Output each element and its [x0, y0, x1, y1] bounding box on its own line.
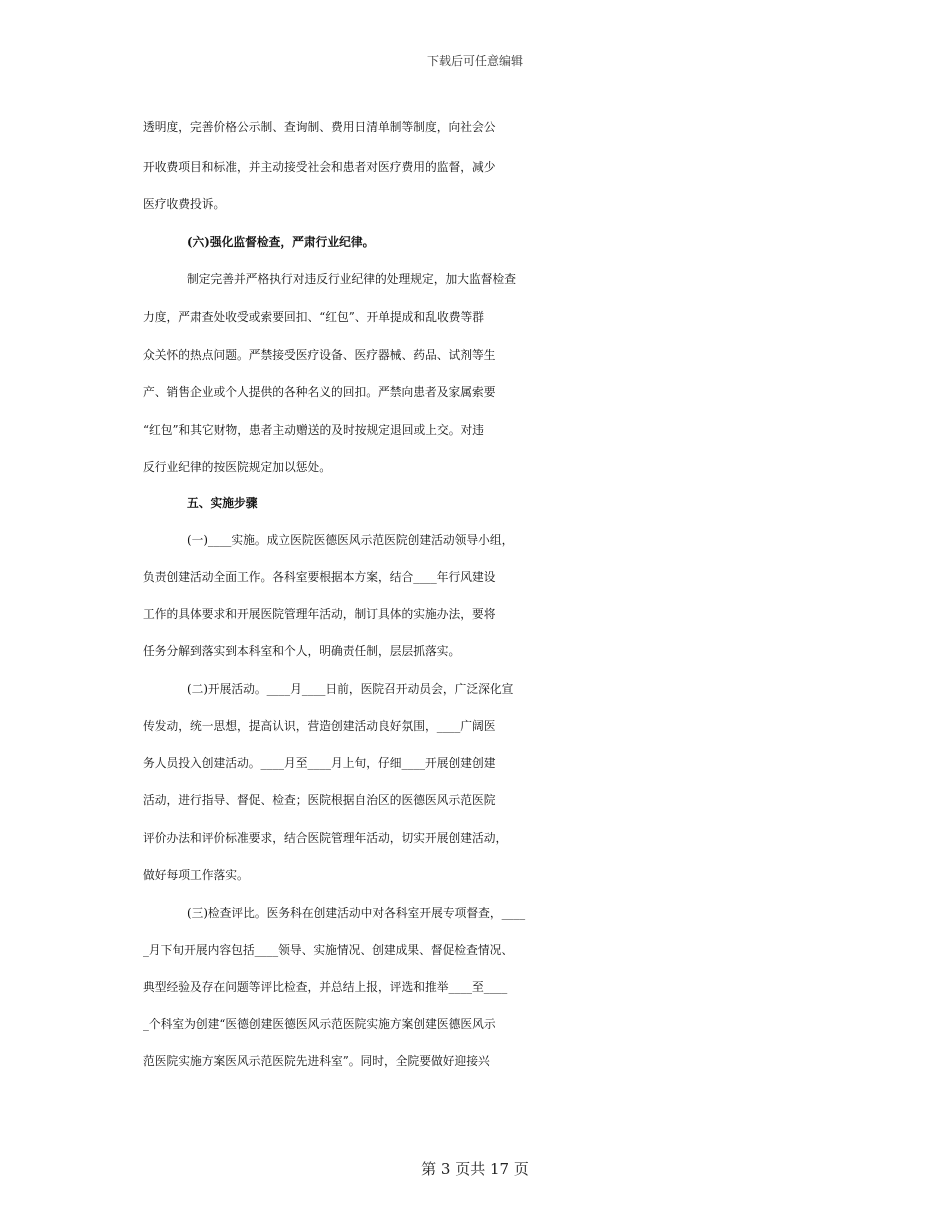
body-line: 工作的具体要求和开展医院管理年活动，制订具体的实施办法，要将 [143, 607, 496, 621]
body-line: 典型经验及存在问题等评比检查，并总结上报，评选和推举____至____ [143, 980, 508, 994]
body-line: 医疗收费投诉。 [143, 197, 226, 211]
body-line: 众关怀的热点问题。严禁接受医疗设备、医疗器械、药品、试剂等生 [143, 348, 496, 362]
page-number-footer: 第 3 页共 17 页 [421, 1160, 529, 1178]
section-heading: (六)强化监督检查，严肃行业纪律。 [187, 235, 375, 249]
body-line: 反行业纪律的按医院规定加以惩处。 [143, 460, 331, 474]
body-line: 产、销售企业或个人提供的各种名义的回扣。严禁向患者及家属索要 [143, 385, 496, 399]
body-line: (二)开展活动。____月____日前，医院召开动员会，广泛深化宣 [187, 682, 514, 696]
body-line: 务人员投入创建活动。____月至____月上旬，仔细____开展创建创建 [143, 756, 496, 770]
body-line: 负责创建活动全面工作。各科室要根据本方案，结合____年行风建设 [143, 570, 496, 584]
body-line: 制定完善并严格执行对违反行业纪律的处理规定，加大监督检查 [187, 272, 516, 286]
body-line: (一)____实施。成立医院医德医风示范医院创建活动领导小组， [187, 533, 514, 547]
body-line: 范医院实施方案医风示范医院先进科室”。同时，全院要做好迎接兴 [143, 1054, 490, 1068]
section-heading: 五、实施步骤 [187, 496, 258, 510]
body-line: _个科室为创建“医德创建医德医风示范医院实施方案创建医德医风示 [143, 1017, 496, 1031]
body-line: 活动，进行指导、督促、检查；医院根据自治区的医德医风示范医院 [143, 793, 496, 807]
body-line: 传发动，统一思想，提高认识，营造创建活动良好氛围，____广阔医 [143, 719, 496, 733]
page-header-note: 下载后可任意编辑 [426, 54, 523, 68]
body-line: (三)检查评比。医务科在创建活动中对各科室开展专项督查，____ [187, 906, 526, 920]
body-line: 开收费项目和标准，并主动接受社会和患者对医疗费用的监督，减少 [143, 160, 496, 174]
body-line: 做好每项工作落实。 [143, 868, 249, 882]
body-line: “红包”和其它财物，患者主动赠送的及时按规定退回或上交。对违 [143, 423, 485, 437]
body-line: 任务分解到落实到本科室和个人，明确责任制，层层抓落实。 [143, 644, 461, 658]
body-line: _月下旬开展内容包括____领导、实施情况、创建成果、督促检查情况、 [143, 943, 514, 957]
body-line: 力度，严肃查处收受或索要回扣、“红包”、开单提成和乱收费等群 [143, 310, 485, 324]
body-line: 透明度，完善价格公示制、查询制、费用日清单制等制度，向社会公 [143, 120, 496, 134]
body-line: 评价办法和评价标准要求，结合医院管理年活动，切实开展创建活动， [143, 831, 508, 845]
